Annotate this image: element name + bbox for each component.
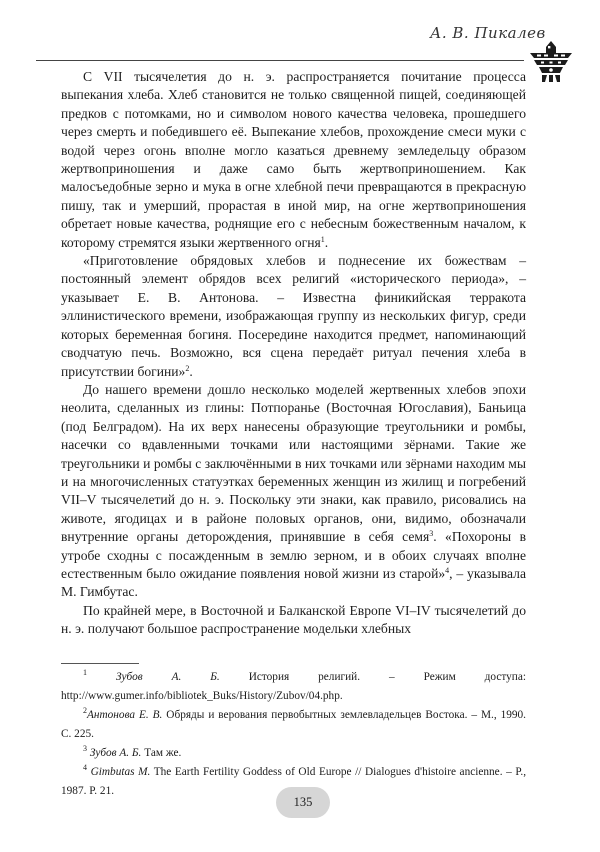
header-divider	[36, 60, 524, 61]
paragraph: С VII тысячелетия до н. э. распространяется почитание процесса выпекания хлеба. Хлеб становится не только священной пищей, соединяющей предков с потомками, но и символом нового качества человека, прошедшего через смерть и победившего её. Выпекание хлебов, прохождение смеси муки с водой через огонь вполне могло казаться древнему земледельцу образом жертвоприношения и даже само быть жертвоприношением. Как малосъедобные зерно и мука в огне хлебной печи превращаются в прекрасную пишу, так и умерший, прорастая в иной мир, на огне жертвоприношения обретает новые качества, роднящие его с небесным божественным началом, к которому стремятся языки жертвенного огня$^1$.	[61, 69, 526, 250]
footnote: $^4$ Gimbutas M. The Earth Fertility Goddess of Old Europe // Dialogues d'histoire ancienne. – P., 1987. P. 21.	[61, 763, 527, 797]
footnote-ref: 3	[429, 529, 434, 539]
footnote: $^3$ Зубов А. Б. Там же.	[83, 744, 182, 759]
paragraph: По крайней мере, в Восточной и Балканской Европе VI–IV тысячелетий до н. э. получают большое распространение модельки хлебных	[61, 602, 526, 637]
footnote-ref: 2	[185, 363, 190, 373]
main-text	[61, 68, 526, 639]
paragraph: «Приготовление обрядовых хлебов и поднесение их божествам – постоянный элемент обрядов всех религий «исторического периода», – указывает Е. В. Антонова. – Известна финикийская терракота эллинистического времени, изображающая группу из нескольких фигур, среди которых беременная богиня. Посередине находится предмет, напоминающий сводчатую печь. Возможно, вся сцена передаёт ритуал печения хлеба в присутствии богини»$^2$.	[61, 253, 526, 379]
footnote: $^2$Антонова Е. В. Обряды и верования первобытных землевладельцев Востока. – М., 1990. С. 225.	[61, 706, 527, 740]
ornamental-bird-icon	[528, 38, 574, 84]
running-header-author: А. В. Пикалев	[430, 24, 546, 42]
footnote-ref: 1	[320, 234, 325, 244]
footnotes	[61, 668, 526, 801]
footnote: $^1$ Зубов А. Б. История религий. – Режим доступа: http://www.gumer.info/bibliotek_Buks/History/Zubov/04.php.	[61, 668, 526, 702]
paragraph: До нашего времени дошло несколько моделей жертвенных хлебов эпохи неолита, сделанных из глины: Потпоранье (Восточная Югославия), Баньица (под Белградом). На их верх нанесены образующие треугольники и ромбы, насечки со вдавленными точками или настоящими зёрнами. Такие же треугольники и ромбы с заключёнными в них точками или зёрнами находим мы и на многочисленных статуэтках беременных женщин из жилищ и погребений VII–V тысячелетий до н. э. Поскольку эти знаки, как правило, рисовались на животе, ягодицах и в районе половых органов, они, видимо, обозначали внутренние органы деторождения, принявшие в себя семя$^3$. «Похороны в утробе сходны с посажденным в землю зерном, и в обоих случаях вполне естественным было ожидание появления новой жизни из старой»$^4$, – указывала М. Гимбутас.	[61, 381, 527, 600]
page-number: 135	[276, 787, 330, 818]
footnote-ref: 4	[445, 565, 450, 575]
footnote-divider	[61, 663, 139, 664]
